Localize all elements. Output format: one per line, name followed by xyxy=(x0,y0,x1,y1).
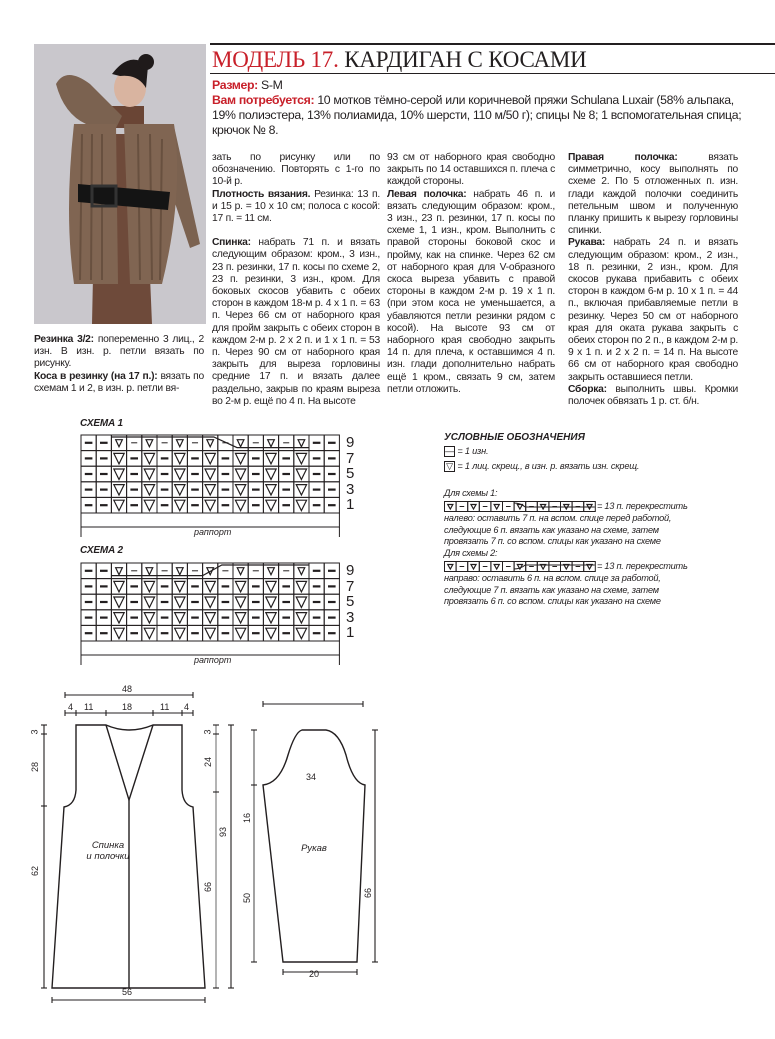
header-rule-bottom xyxy=(210,73,775,74)
row-number: 3 xyxy=(346,608,355,626)
header-rule-top xyxy=(210,43,775,45)
right-front-paragraph xyxy=(568,152,738,237)
row-number: 7 xyxy=(346,449,355,467)
sleeve-total-height: 66 xyxy=(363,887,374,899)
back-paragraph xyxy=(212,237,380,408)
rib-paragraph xyxy=(34,334,204,371)
schema2-cable-explanation: направо: оставить 6 п. на вспом. спице за работой, следующие 7 п. вязать как указано на схеме, затем провязать 6 п. со вспом. спицы как указано на схеме xyxy=(444,573,661,606)
schema2-title: СХЕМА 2 xyxy=(80,545,123,556)
size-value: S-M xyxy=(261,78,283,92)
body-label-line2: и полочки xyxy=(86,851,130,862)
materials-label: Вам потребуется: xyxy=(212,93,315,107)
row-number: 1 xyxy=(346,496,355,514)
row-number: 5 xyxy=(346,593,355,611)
cable-label: Коса в резинку (на 17 п.): xyxy=(34,370,158,382)
row-number: 1 xyxy=(346,624,355,642)
dim-total-height: 93 xyxy=(218,826,229,838)
dim-bottom-width: 56 xyxy=(122,987,133,997)
cable-right-cross-icon xyxy=(444,561,614,573)
sleeves-paragraph xyxy=(568,237,738,383)
sleeves-text: набрать 24 п. и вязать следующим образом: кром., 2 изн., 18 п. резинки, 2 изн., кром. Для скосов рукава прибавить с обеих сторон в каждом 6-м р. 10 х 1 п. = 44 п., включая прибавляемые петли в резинку. Через 50 см от наборного края для оката рукава закрыть с обеих сторон по 2 п., в каждом 2-м р. 9 х 1 п. и 2 х 2 п. = 14 п. На высоте 66 см от наборного края свободно закрыть оставшиеся петли. xyxy=(568,237,738,383)
schema2-row-numbers xyxy=(346,563,354,641)
materials-text: 10 мотков тёмно-серой или коричневой пряжи Schulana Luxair (58% альпака, 19% полиэстера, 13% полиамида, 10% шерсти, 110 м/50 г); спицы № 8; 1 вспомогательная спица; крючок № 8. xyxy=(212,93,742,137)
left-front-text: набрать 46 п. и вязать следующим образом: кром., 3 изн., 23 п. резинки, 17 п. косы по схеме 1, 1 изн., кром. Выполнить с правой стороны боковой скос и пройму, как на спинке. Через 62 см от наборного края для V-образного скоса выреза убавить с правой стороны в каждом 2-м р. 19 х 1 п. (при этом коса не уменьшается, а убавляются петли резинки рядом с косой). На высоте 93 см от наборного края свободно закрыть 14 п. для плеча, к оставшимся 4 п. изн. глади дополнительно набрать ещё 1 кром., связать 9 см, затем петли отложить. xyxy=(387,188,555,395)
dim-segment: 4 xyxy=(184,702,190,712)
column-2 xyxy=(387,152,555,396)
legend-item-purl xyxy=(444,446,488,457)
legend-title: УСЛОВНЫЕ ОБОЗНАЧЕНИЯ xyxy=(444,432,585,443)
assembly-label: Сборка: xyxy=(568,383,607,395)
page-title xyxy=(212,46,587,74)
sleeve-piece-label: Рукав xyxy=(301,843,327,854)
dim-right-neck: 24 xyxy=(203,756,214,768)
cable-continued: зать по рисунку или по обозначению. Повторять с 1-го по 10-й р. xyxy=(212,152,380,188)
dim-total-width: 48 xyxy=(122,684,133,694)
cable-paragraph xyxy=(34,371,204,395)
cable-left-cross-icon xyxy=(444,501,614,513)
dim-segment: 11 xyxy=(160,702,170,712)
dim-segment: 18 xyxy=(122,702,133,712)
dim-right-lower: 66 xyxy=(203,881,214,893)
sleeve-cap-height: 16 xyxy=(242,812,253,824)
back-label: Спинка: xyxy=(212,237,251,249)
model-photo xyxy=(34,44,206,324)
dim-segment: 11 xyxy=(84,702,94,712)
back-text-part1: набрать 71 п. и вязать следующим образом: кром., 3 изн., 23 п. резинки, 17 п. косы по схеме 2, 23 п. резинки, 3 изн., кром. Для боковых скосов убавить с обеих сторон в каждом 18-м р. 4 х 1 п. = 63 п. Через 66 см от наборного края для пройм закрыть с обеих сторон в каждом 2-м р. 2 х 2 п. и 1 х 1 п. = 53 п. Через 90 см от наборного края закрыть для выреза горловины средние 17 п. и вязать далее раздельно, закрыв по краям выреза во 2-м р. ещё по 4 п. На высоте xyxy=(212,237,380,407)
intro-block xyxy=(212,78,752,138)
schema1-eq: = 13 п. перекрестить xyxy=(597,501,688,511)
sleeve-top-width: 34 xyxy=(306,772,317,782)
row-number: 3 xyxy=(346,480,355,498)
row-number: 7 xyxy=(346,577,355,595)
legend-knit-text: = 1 лиц. скрещ., в изн. р. вязать изн. скрещ. xyxy=(457,461,640,471)
model-name: КАРДИГАН С КОСАМИ xyxy=(344,47,587,72)
right-front-text: вязать симметрично, косу выполнять по схеме 2. По 5 отложенных п. изн. глади каждой полочки соединить петельным швом и полученную планку пришить к вырезу горловины спинки. xyxy=(568,152,738,237)
back-text-part2: 93 см от наборного края свободно закрыть по 14 оставшихся п. плеча с каждой стороны. xyxy=(387,152,555,188)
schema2-eq: = 13 п. перекрестить xyxy=(597,561,688,571)
dim-right-shoulder: 3 xyxy=(202,729,213,735)
model-number: МОДЕЛЬ 17. xyxy=(212,47,339,72)
schema1-row-numbers xyxy=(346,435,354,513)
rib-text: попеременно 3 лиц., 2 изн. В изн. р. петли вязать по рисунку. xyxy=(34,334,204,370)
gauge-label: Плотность вязания. xyxy=(212,188,311,200)
dim-segment: 4 xyxy=(68,702,74,712)
schema2-legend-label: Для схемы 2: xyxy=(444,548,498,558)
schema1-title: СХЕМА 1 xyxy=(80,418,123,429)
column-3 xyxy=(568,152,738,408)
column-1 xyxy=(212,152,380,408)
sleeves-label: Рукава: xyxy=(568,237,606,249)
row-number: 5 xyxy=(346,465,355,483)
schema1-cable-explanation: налево: оставить 7 п. на вспом. спице перед работой, следующие 6 п. вязать как указано на схеме, затем провязать 7 п. со вспом. спицы как указано на схеме xyxy=(444,513,672,546)
legend-purl-text: = 1 изн. xyxy=(457,446,489,456)
row-number: 9 xyxy=(346,434,355,451)
body-label-line1: Спинка xyxy=(91,840,125,851)
size-line xyxy=(212,78,752,93)
purl-symbol-icon: — xyxy=(445,446,454,457)
schema2-chart xyxy=(80,562,342,667)
schema2-rapport-label: раппорт xyxy=(194,655,232,665)
schema1-rapport-label: раппорт xyxy=(194,527,232,537)
right-front-label: Правая полочка: xyxy=(568,152,678,163)
materials-line xyxy=(212,93,752,138)
dim-left-shoulder: 3 xyxy=(29,729,40,735)
left-front-paragraph xyxy=(387,189,555,396)
dim-left-armhole: 28 xyxy=(30,761,41,773)
dim-left-body: 62 xyxy=(30,865,41,877)
gauge-text: Резинка: 13 п. и 15 р. = 10 х 10 см; полоса с косой: 17 п. = 11 см. xyxy=(212,188,380,225)
schema1-legend-label: Для схемы 1: xyxy=(444,488,498,498)
size-label: Размер: xyxy=(212,78,258,92)
gauge-paragraph xyxy=(212,189,380,226)
column-rib-cable xyxy=(34,334,204,395)
rib-label: Резинка 3/2: xyxy=(34,334,94,345)
schema1-chart xyxy=(80,434,342,539)
assembly-text: выполнить швы. Кромки полочек обвязать 1 р. ст. б/н. xyxy=(568,383,738,408)
body-piece-label xyxy=(78,840,138,862)
left-front-label: Левая полочка: xyxy=(387,188,467,200)
knit-twisted-symbol-icon: ▽ xyxy=(444,461,455,472)
assembly-paragraph xyxy=(568,384,738,408)
sleeve-lower-height: 50 xyxy=(242,892,253,904)
row-number: 9 xyxy=(346,562,355,579)
cardigan-photo-illustration xyxy=(34,44,206,324)
legend-item-knit xyxy=(444,461,639,472)
sleeve-bottom-width: 20 xyxy=(309,969,320,979)
cable-text-start: вязать по схемам 1 и 2, в изн. р. петли вя- xyxy=(34,370,204,394)
